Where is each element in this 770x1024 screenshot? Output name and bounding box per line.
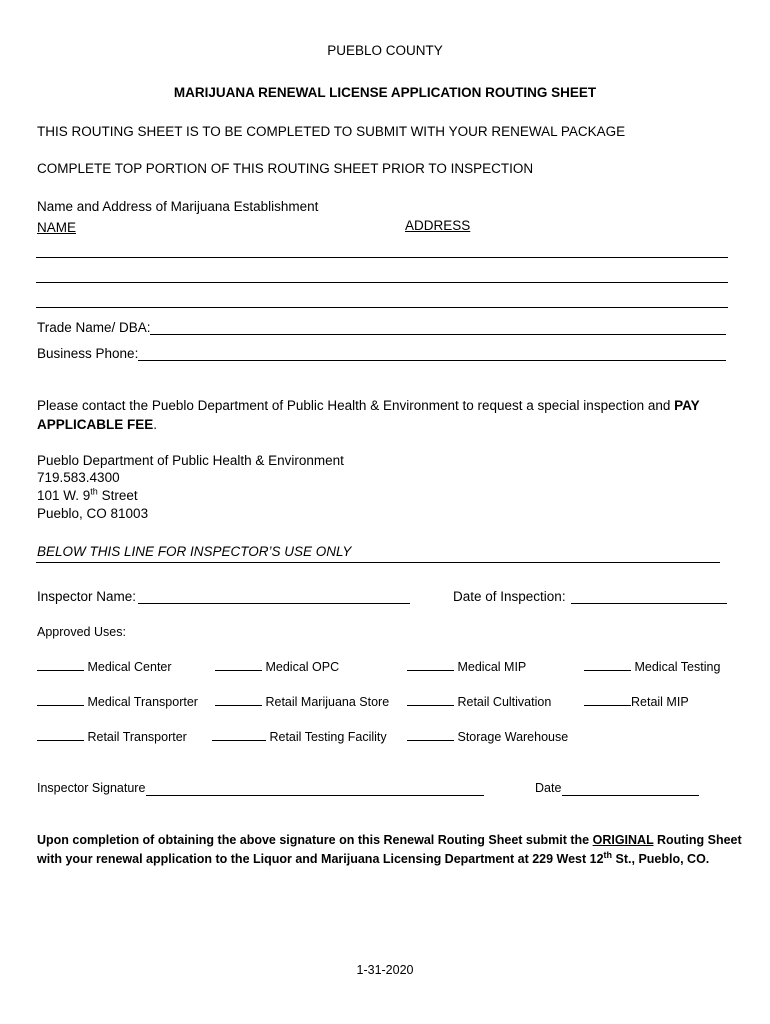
- use-label: Storage Warehouse: [457, 730, 569, 744]
- contact-paragraph: [37, 396, 737, 434]
- county-heading: PUEBLO COUNTY: [327, 43, 443, 58]
- dept-name: Pueblo Department of Public Health & Environment: [37, 453, 344, 468]
- date-of-inspection-field[interactable]: [571, 603, 727, 604]
- use-medical-center[interactable]: [37, 659, 172, 674]
- use-storage-warehouse[interactable]: [407, 729, 568, 744]
- establishment-line-2[interactable]: [36, 282, 728, 283]
- establishment-heading: Name and Address of Marijuana Establishment: [37, 199, 319, 214]
- use-label: Retail Transporter: [87, 730, 187, 744]
- address-label: ADDRESS: [405, 218, 471, 233]
- use-retail-cultivation[interactable]: [407, 694, 551, 709]
- signature-date-field[interactable]: [562, 795, 699, 796]
- footer-note-text: Upon completion of obtaining the above signature on this Renewal Routing Sheet submit the: [37, 833, 590, 847]
- instruction-line-2: COMPLETE TOP PORTION OF THIS ROUTING SHEET PRIOR TO INSPECTION: [37, 161, 534, 176]
- approved-uses-label: Approved Uses:: [37, 625, 126, 639]
- use-medical-testing[interactable]: [584, 659, 720, 674]
- footer-note-text-4: St., Pueblo, CO.: [612, 852, 710, 866]
- use-retail-mip[interactable]: [584, 694, 689, 709]
- trade-name-label: Trade Name/ DBA:: [37, 320, 151, 335]
- footer-note-text-2: Routing Sheet: [653, 833, 742, 847]
- name-label: NAME: [37, 220, 77, 235]
- dept-phone: 719.583.4300: [37, 470, 120, 485]
- original-emphasis: ORIGINAL: [592, 833, 654, 847]
- revision-date: 1-31-2020: [356, 963, 414, 977]
- inspector-divider-label: BELOW THIS LINE FOR INSPECTOR’S USE ONLY: [37, 544, 352, 559]
- inspector-name-field[interactable]: [138, 603, 410, 604]
- business-phone-field[interactable]: [138, 360, 726, 361]
- use-label: Retail Marijuana Store: [265, 695, 390, 709]
- use-retail-transporter[interactable]: [37, 729, 187, 744]
- trade-name-field[interactable]: [150, 334, 726, 335]
- use-label: Retail MIP: [631, 695, 689, 709]
- footer-note-line-1: [37, 833, 742, 847]
- street-name: Street: [97, 488, 138, 503]
- applicable-fee-emphasis: APPLICABLE FEE: [37, 417, 154, 432]
- document-title: MARIJUANA RENEWAL LICENSE APPLICATION ROUTING SHEET: [173, 85, 597, 100]
- pay-emphasis: PAY: [674, 398, 700, 413]
- use-label: Medical Center: [87, 660, 172, 674]
- establishment-line-1[interactable]: [36, 257, 728, 258]
- use-label: Medical Transporter: [87, 695, 198, 709]
- use-label: Medical OPC: [265, 660, 340, 674]
- inspector-divider-line: [36, 562, 720, 563]
- contact-text: Please contact the Pueblo Department of Public Health & Environment to request a special inspection and: [37, 398, 671, 413]
- footer-note-text-3: with your renewal application to the Liquor and Marijuana Licensing Department at 229 West 12: [37, 852, 604, 866]
- inspector-name-label: Inspector Name:: [37, 589, 137, 604]
- use-label: Medical MIP: [457, 660, 527, 674]
- signature-date-label: Date: [535, 781, 562, 795]
- footer-note-line-2: [37, 849, 710, 866]
- use-retail-testing-facility[interactable]: [212, 729, 387, 744]
- inspector-signature-field[interactable]: [146, 795, 484, 796]
- establishment-line-3[interactable]: [36, 307, 728, 308]
- use-medical-opc[interactable]: [215, 659, 339, 674]
- contact-period: .: [153, 417, 158, 432]
- use-medical-transporter[interactable]: [37, 694, 198, 709]
- dept-city: Pueblo, CO 81003: [37, 506, 149, 521]
- street-suffix: th: [90, 486, 98, 497]
- use-label: Medical Testing: [634, 660, 721, 674]
- business-phone-label: Business Phone:: [37, 346, 139, 361]
- use-label: Retail Cultivation: [457, 695, 552, 709]
- use-retail-marijuana-store[interactable]: [215, 694, 389, 709]
- instruction-line-1: THIS ROUTING SHEET IS TO BE COMPLETED TO SUBMIT WITH YOUR RENEWAL PACKAGE: [37, 124, 626, 139]
- street-suffix: th: [603, 849, 613, 860]
- use-label: Retail Testing Facility: [269, 730, 387, 744]
- dept-street: [37, 488, 138, 503]
- use-medical-mip[interactable]: [407, 659, 526, 674]
- date-of-inspection-label: Date of Inspection:: [453, 589, 566, 604]
- street-number: 101 W. 9: [37, 488, 91, 503]
- inspector-signature-label: Inspector Signature: [37, 781, 146, 795]
